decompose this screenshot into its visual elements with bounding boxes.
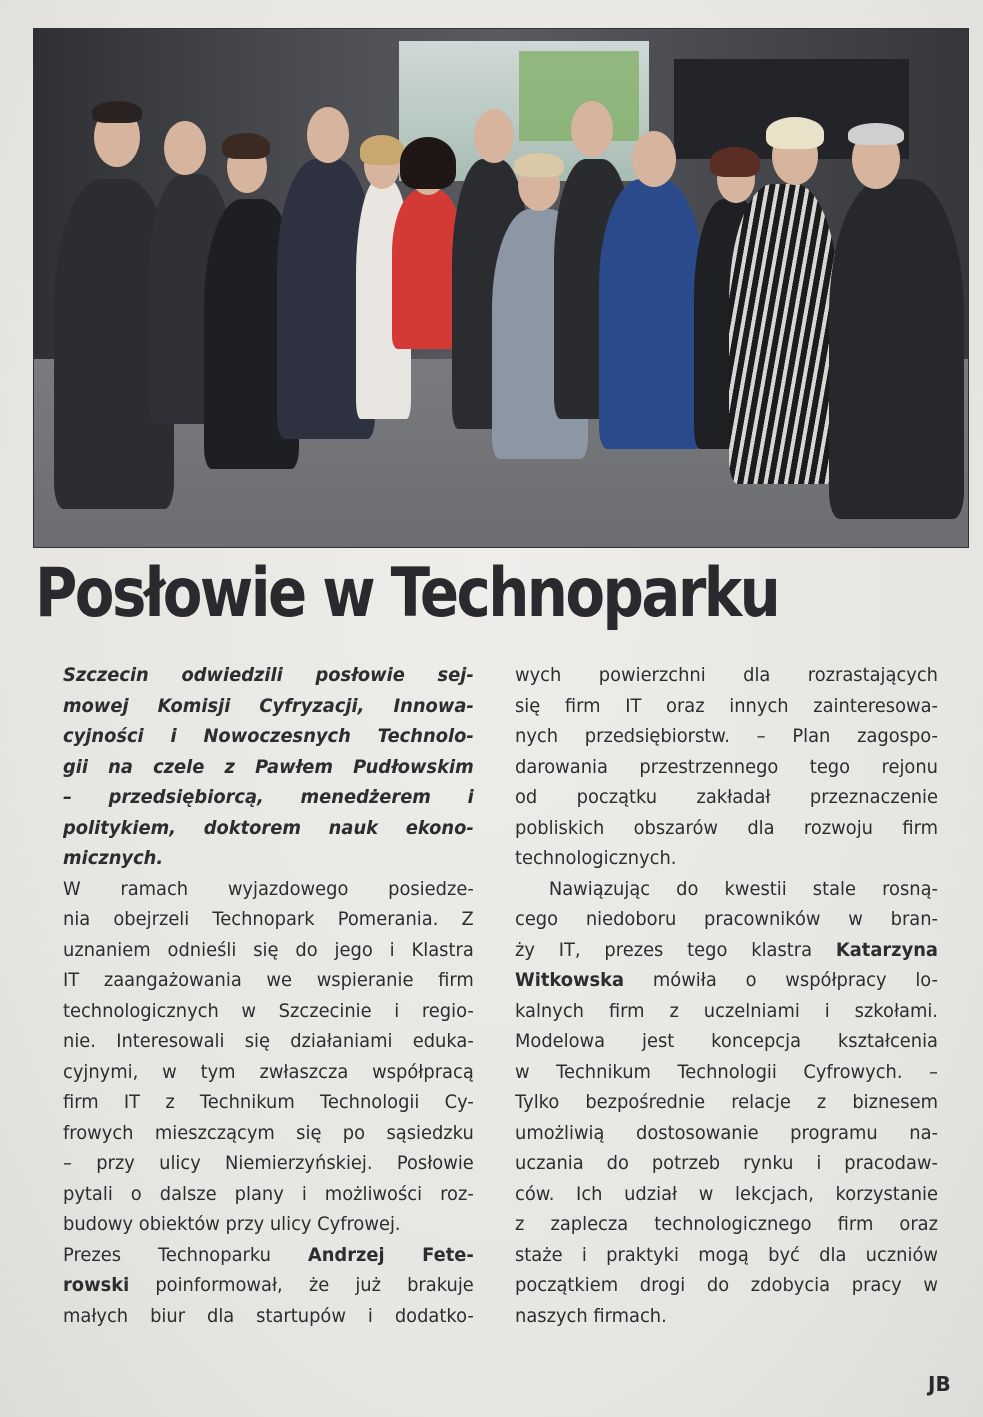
text-line: gii na czele z Pawłem Pudłowskim: [63, 755, 474, 778]
text-line: nia obejrzeli Technopark Pomerania. Z: [63, 908, 474, 930]
text-line: mowej Komisji Cyfryzacji, Innowa-: [63, 694, 474, 717]
text-line: pobliskich obszarów dla rozwoju firm: [515, 816, 938, 839]
photo-person-hair: [92, 101, 142, 123]
photo-person-hair: [400, 137, 456, 189]
person-name: Andrzej Fete-: [307, 1243, 474, 1266]
text-line: ców. Ich udział w lekcjach, korzystanie: [515, 1182, 938, 1205]
text-line: nie. Interesowali się działaniami eduka-: [63, 1030, 474, 1052]
photo-person-hair: [848, 123, 904, 145]
body-paragraph: [63, 874, 474, 1240]
text-line: politykiem, doktorem nauk ekono-: [63, 816, 474, 839]
text-run: Prezes Technoparku: [63, 1243, 308, 1266]
text-line: uznaniem odnieśli się do jego i Klastra: [63, 938, 474, 961]
text-line: darowania przestrzennego tego rejonu: [515, 755, 938, 778]
text-line: micznych.: [63, 847, 164, 869]
text-line: cego niedoboru pracowników w bran-: [515, 908, 938, 930]
text-line: od początku zakładał przeznaczenie: [515, 786, 938, 808]
text-line: cyjności i Nowoczesnych Technolo-: [63, 725, 474, 747]
text-line: początkiem drogi do zdobycia pracy w: [515, 1274, 938, 1296]
headline: Posłowie w Technoparku: [35, 554, 779, 633]
text-line: – przy ulicy Niemierzyńskiej. Posłowie: [63, 1152, 474, 1174]
group-photo: [33, 28, 969, 548]
right-column: [515, 660, 938, 1331]
text-line: cyjnymi, w tym zwłaszcza współpracą: [63, 1060, 474, 1083]
photo-person-hair: [766, 117, 824, 149]
text-line: firm IT z Technikum Technologii Cy-: [63, 1091, 474, 1113]
photo-person-head: [307, 107, 349, 163]
text-line: Nawiązując do kwestii stale rosną-: [548, 877, 938, 900]
photo-person-hair: [710, 147, 760, 177]
photo-person-head: [632, 131, 676, 187]
text-line: Modelowa jest koncepcja kształcenia: [515, 1030, 938, 1052]
text-line: Tylko bezpośrednie relacje z biznesem: [515, 1091, 938, 1113]
text-line: technologicznych w Szczecinie i regio-: [63, 999, 474, 1022]
photo-person-head: [571, 101, 613, 157]
photo-person: [829, 179, 964, 519]
text-line: W ramach wyjazdowego posiedze-: [63, 877, 474, 900]
photo-person-head: [164, 121, 206, 175]
text-line: [515, 935, 938, 966]
text-line: – przedsiębiorcą, menedżerem i: [63, 786, 474, 808]
text-line: pytali o dalsze plany i możliwości roz-: [63, 1182, 474, 1205]
text-run: mówiła o współpracy lo-: [624, 969, 938, 991]
person-name: rowski: [63, 1274, 130, 1296]
photo-person-hair: [360, 135, 404, 165]
body-paragraph: [63, 1240, 474, 1332]
lead-paragraph: [63, 660, 474, 874]
text-line: w Technikum Technologii Cyfrowych. –: [515, 1060, 938, 1083]
left-column: [63, 660, 474, 1331]
text-line: [63, 1270, 474, 1301]
photo-person: [599, 179, 704, 449]
text-line: wych powierzchni dla rozrastających: [515, 664, 938, 686]
photo-person-hair: [514, 153, 564, 177]
text-line: Szczecin odwiedzili posłowie sej-: [63, 664, 474, 686]
text-line: z zaplecza technologicznego firm oraz: [515, 1213, 938, 1235]
text-line: nych przedsiębiorstw. – Plan zagospo-: [515, 725, 938, 747]
text-run: poinformował, że już brakuje: [129, 1274, 474, 1296]
body-paragraph: [515, 874, 938, 1332]
author-signature: JB: [928, 1372, 951, 1396]
text-line: umożliwią dostosowanie programu na-: [515, 1121, 938, 1144]
text-line: staże i praktyki mogą być dla uczniów: [515, 1243, 938, 1266]
text-line: [63, 1240, 474, 1271]
text-line: frowych mieszczącym się po sąsiedzku: [63, 1121, 474, 1144]
text-line: uczania do potrzeb rynku i pracodaw-: [515, 1152, 938, 1174]
text-line: małych biur dla startupów i dodatko-: [63, 1304, 474, 1327]
person-name: Witkowska: [515, 969, 625, 991]
text-line: technologicznych.: [515, 847, 677, 869]
text-line: IT zaangażowania we wspieranie firm: [63, 969, 474, 991]
text-line: kalnych firm z uczelniami i szkołami.: [515, 999, 938, 1022]
text-line: się firm IT oraz innych zainteresowa-: [515, 694, 938, 717]
text-line: naszych firmach.: [515, 1304, 667, 1327]
person-name: Katarzyna: [835, 938, 938, 961]
photo-person-hair: [222, 133, 270, 159]
text-run: ży IT, prezes tego klastra: [515, 938, 836, 961]
text-line: budowy obiektów przy ulicy Cyfrowej.: [63, 1213, 401, 1235]
body-paragraph-continued: [515, 660, 938, 874]
photo-person: [729, 184, 839, 484]
text-line: [515, 965, 938, 996]
photo-person-head: [474, 109, 514, 163]
